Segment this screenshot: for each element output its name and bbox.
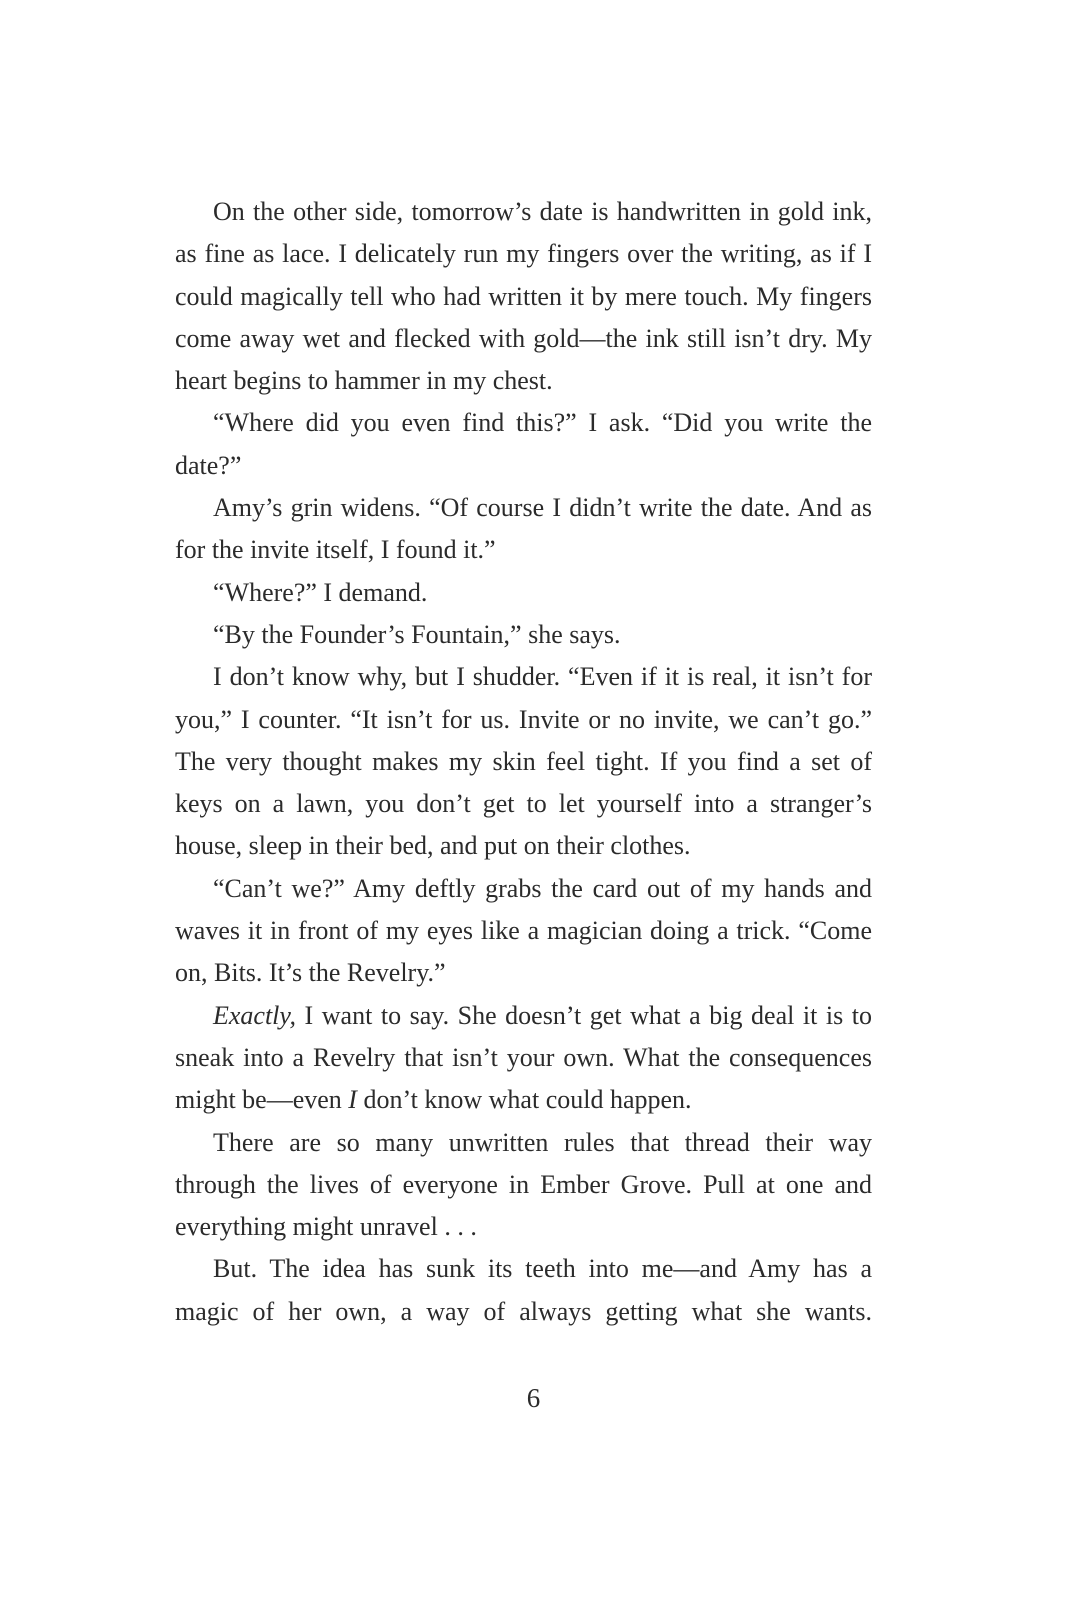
text-segment: “Where did you even find this?” I ask. “Did you write the date?” [175,408,872,480]
text-segment: On the other side, tomorrow’s date is handwritten in gold ink, as fine as lace. I delicately run my fingers over the writing, as if I could magically tell who had written it by mere touch. My fingers come away wet and flecked with gold—the ink still isn’t dry. My heart begins to hammer in my chest. [175,197,872,396]
paragraph [175,614,872,656]
paragraph [175,1122,872,1249]
paragraph [175,402,872,487]
page-number: 6 [526,1383,541,1413]
paragraph [175,995,872,1122]
paragraph [175,572,872,614]
text-segment: don’t know what could happen. [356,1085,692,1115]
paragraph [175,656,872,867]
text-segment: I want to say. She doesn’t get what a big deal it is to sneak into a Revelry that isn’t your own. What the consequences might be—even [175,1000,872,1115]
italic-text: I [348,1085,357,1115]
text-segment: “Where?” I demand. [213,577,428,607]
paragraph [175,868,872,995]
text-segment: I don’t know why, but I shudder. “Even if it is real, it isn’t for you,” I counter. “It isn’t for us. Invite or no invite, we can’t go.” The very thought makes my skin feel tight. If you find a set of keys on a lawn, you don’t get to let yourself into a stranger’s house, sleep in their bed, and put on their clothes. [175,662,872,861]
paragraph [175,1248,872,1333]
text-segment: “By the Founder’s Fountain,” she says. [213,619,621,649]
paragraph [175,487,872,572]
text-segment: But. The idea has sunk its teeth into me—and Amy has a magic of her own, a way of always getting what she wants. [175,1254,872,1326]
text-segment: Amy’s grin widens. “Of course I didn’t write the date. And as for the invite itself, I found it.” [175,493,872,565]
text-segment: “Can’t we?” Amy deftly grabs the card out of my hands and waves it in front of my eyes like a magician doing a trick. “Come on, Bits. It’s the Revelry.” [175,873,872,988]
text-segment: There are so many unwritten rules that thread their way through the lives of everyone in Ember Grove. Pull at one and everything might unravel . . . [175,1127,872,1242]
body-text [175,191,872,1333]
italic-text: Exactly, [213,1000,297,1030]
paragraph [175,191,872,402]
